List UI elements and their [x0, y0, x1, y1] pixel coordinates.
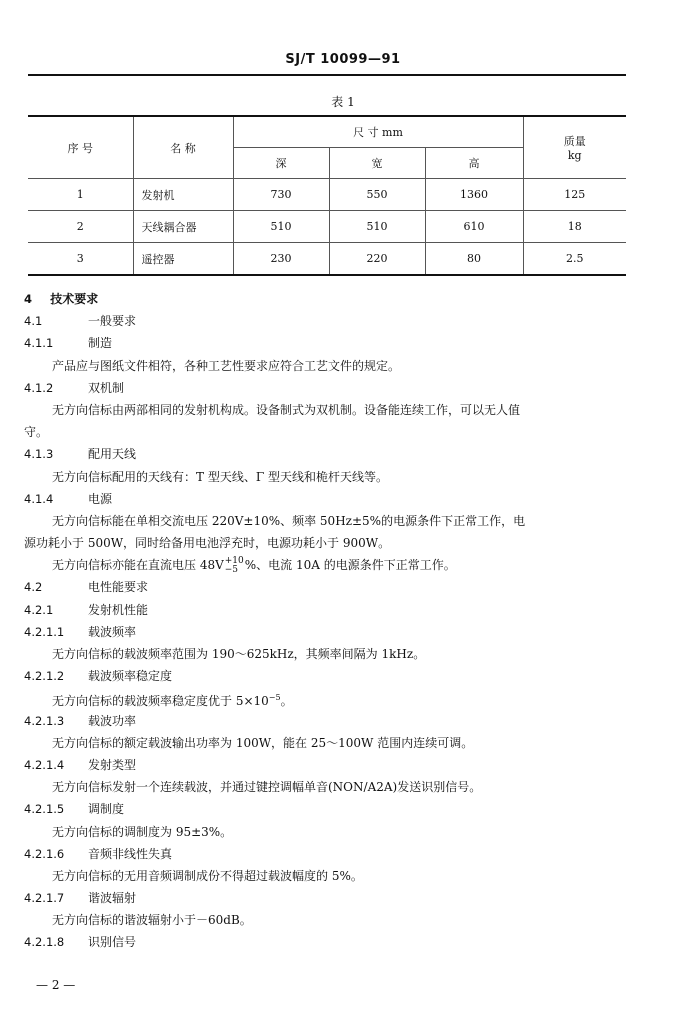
section-title: 一般要求: [88, 314, 137, 329]
paragraph: 无方向信标能在单相交流电压 220V±10%、频率 50Hz±5%的电源条件下正常工作，电: [52, 513, 526, 528]
cell-height: 80: [425, 243, 523, 276]
section-number: 4.1.3: [24, 447, 54, 462]
cell-name: 天线耦合器: [133, 211, 233, 243]
cell-depth: 510: [233, 211, 329, 243]
col-header-dimension: 尺 寸 mm: [233, 116, 523, 148]
table-caption: 表 1: [331, 95, 355, 109]
mass-label: 质量: [563, 135, 586, 148]
section-heading-4-2-1-5: [24, 798, 634, 820]
paragraph: 无方向信标由两部相同的发射机构成。设备制式为双机制。设备能连续工作，可以无人值: [52, 402, 521, 417]
section-title: 调制度: [88, 802, 125, 817]
tolerance-upper: +10: [224, 555, 244, 566]
section-title: 电性能要求: [88, 580, 149, 595]
section-title: 载波功率: [88, 713, 137, 728]
col-header-name: 名 称: [133, 116, 233, 179]
cell-height: 610: [425, 211, 523, 243]
paragraph-dc-power: [24, 554, 634, 576]
page-number: — 2 —: [36, 978, 76, 992]
section-title: 技术要求: [50, 292, 99, 306]
section-title: 谐波辐射: [88, 891, 137, 906]
paragraph: 无方向信标的载波频率范围为 190～625kHz，其频率间隔为 1kHz。: [52, 647, 426, 661]
paragraph: 产品应与图纸文件相符，各种工艺性要求应符合工艺文件的规定。: [52, 358, 401, 373]
paragraph: 无方向信标发射一个连续载波，并通过键控调幅单音(NON/A2A)发送识别信号。: [52, 780, 482, 795]
section-title: 配用天线: [88, 447, 137, 462]
col-header-height: 高: [425, 148, 523, 179]
paragraph: 无方向信标的谐波辐射小于－60dB。: [52, 913, 252, 928]
section-heading-4-1-4: [24, 488, 634, 510]
tolerance: [225, 557, 244, 575]
cell-width: 220: [329, 243, 425, 276]
cell-seq: 3: [28, 243, 133, 276]
cell-depth: 230: [233, 243, 329, 276]
col-header-seq: 序 号: [28, 116, 133, 179]
section-number: 4.2.1.8: [24, 935, 65, 950]
table-row: [28, 243, 626, 276]
document-body: [24, 288, 634, 954]
section-number: 4.2.1.6: [24, 846, 65, 861]
paragraph-continuation: 守。: [24, 425, 49, 440]
section-heading-4-2-1: [24, 599, 634, 621]
section-title: 音频非线性失真: [88, 846, 173, 861]
section-title: 制造: [88, 336, 113, 351]
section-number: 4: [24, 292, 33, 306]
table-row: [28, 211, 626, 243]
exponent: −5: [268, 693, 281, 703]
paragraph: [24, 687, 634, 709]
cell-mass: 2.5: [523, 243, 626, 276]
section-heading-4-2-1-6: [24, 843, 634, 865]
section-number: 4.2.1.2: [24, 669, 65, 684]
section-heading-4-2-1-3: [24, 710, 634, 732]
header-rule: [28, 74, 626, 76]
section-title: 识别信号: [88, 935, 137, 950]
mass-unit: kg: [567, 149, 582, 162]
text-segment: 无方向信标的载波频率稳定度优于 5×10: [52, 694, 269, 709]
cell-depth: 730: [233, 179, 329, 211]
section-number: 4.2: [24, 580, 43, 595]
cell-mass: 18: [523, 211, 626, 243]
section-heading-4-2-1-2: [24, 665, 634, 687]
section-number: 4.2.1.4: [24, 757, 65, 772]
section-title: 电源: [88, 491, 113, 506]
text-segment: %、电流 10A 的电源条件下正常工作。: [244, 558, 456, 573]
col-header-mass: [523, 116, 626, 179]
section-title: 发射机性能: [88, 602, 149, 617]
section-number: 4.2.1.7: [24, 891, 65, 906]
section-title: 发射类型: [88, 757, 137, 772]
section-number: 4.1: [24, 314, 43, 329]
section-title: 载波频率稳定度: [88, 669, 173, 684]
paragraph: 无方向信标的无用音频调制成份不得超过载波幅度的 5%。: [52, 868, 363, 883]
col-header-width: 宽: [329, 148, 425, 179]
paragraph: 无方向信标的调制度为 95±3%。: [52, 824, 233, 839]
section-heading-4-1-2: [24, 377, 634, 399]
cell-width: 510: [329, 211, 425, 243]
section-number: 4.1.2: [24, 380, 54, 395]
section-heading-4-1-1: [24, 332, 634, 354]
section-heading-4-2-1-7: [24, 887, 634, 909]
cell-seq: 1: [28, 179, 133, 211]
cell-seq: 2: [28, 211, 133, 243]
tolerance-lower: −5: [224, 564, 239, 575]
paragraph-continuation: 源功耗小于 500W，同时给备用电池浮充时，电源功耗小于 900W。: [24, 536, 391, 551]
section-heading-4: [24, 288, 634, 310]
paragraph: 无方向信标配用的天线有：T 型天线、Γ 型天线和桅杆天线等。: [52, 469, 388, 484]
section-number: 4.1.1: [24, 336, 54, 351]
section-heading-4-2-1-8: [24, 931, 634, 953]
text-segment: 。: [280, 694, 293, 709]
table-row: [28, 179, 626, 211]
dimension-table: [28, 115, 626, 276]
cell-width: 550: [329, 179, 425, 211]
section-number: 4.2.1.5: [24, 802, 65, 817]
section-number: 4.1.4: [24, 491, 54, 506]
section-heading-4-2-1-4: [24, 754, 634, 776]
section-heading-4-1: [24, 310, 634, 332]
section-number: 4.2.1.3: [24, 713, 65, 728]
section-number: 4.2.1: [24, 602, 54, 617]
section-number: 4.2.1.1: [24, 624, 65, 639]
cell-mass: 125: [523, 179, 626, 211]
standard-code: SJ/T 10099—91: [285, 52, 401, 67]
cell-name: 遥控器: [133, 243, 233, 276]
section-heading-4-1-3: [24, 443, 634, 465]
text-segment: 无方向信标亦能在直流电压 48V: [52, 558, 224, 573]
paragraph: 无方向信标的额定载波输出功率为 100W，能在 25～100W 范围内连续可调。: [52, 735, 474, 750]
section-title: 载波频率: [88, 624, 137, 639]
section-heading-4-2-1-1: [24, 621, 634, 643]
cell-name: 发射机: [133, 179, 233, 211]
cell-height: 1360: [425, 179, 523, 211]
section-title: 双机制: [88, 380, 125, 395]
section-heading-4-2: [24, 576, 634, 598]
col-header-depth: 深: [233, 148, 329, 179]
